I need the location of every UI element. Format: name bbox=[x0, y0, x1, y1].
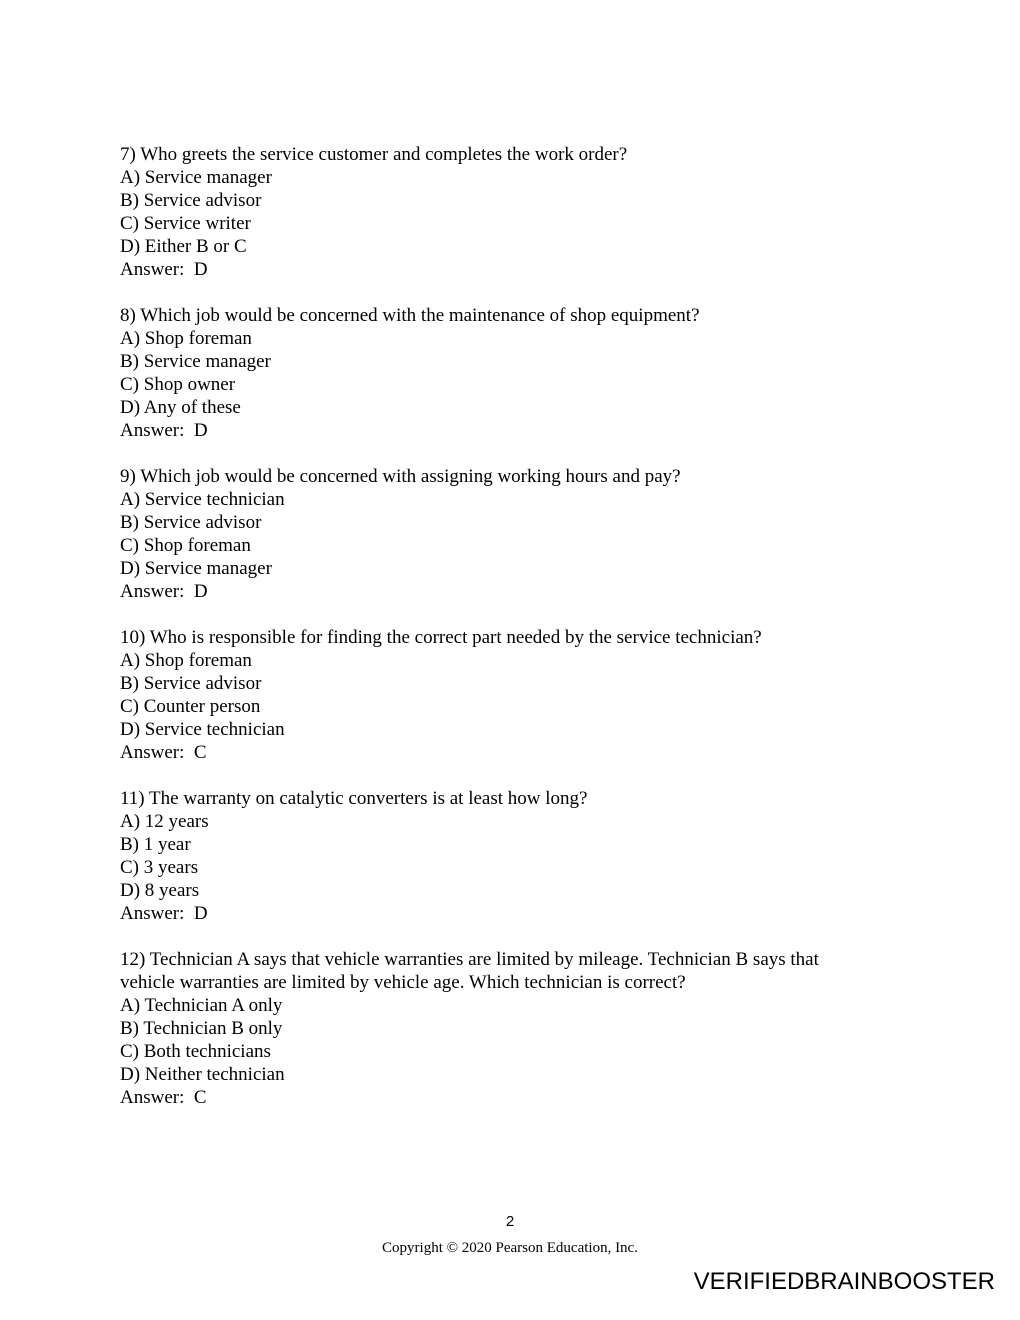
option-c: C) Counter person bbox=[120, 696, 261, 717]
answer: Answer: C bbox=[120, 1087, 207, 1108]
option-d: D) Neither technician bbox=[120, 1064, 285, 1085]
answer: Answer: D bbox=[120, 259, 208, 280]
question-text: 10) Who is responsible for finding the correct part needed by the service technician? bbox=[120, 627, 762, 648]
option-d: D) Service manager bbox=[120, 558, 272, 579]
question-8 bbox=[120, 304, 880, 442]
question-12 bbox=[120, 948, 880, 1109]
answer: Answer: D bbox=[120, 581, 208, 602]
option-d: D) Service technician bbox=[120, 719, 285, 740]
option-a: A) Service technician bbox=[120, 489, 285, 510]
option-d: D) Either B or C bbox=[120, 236, 247, 257]
answer: Answer: D bbox=[120, 903, 208, 924]
option-b: B) Service manager bbox=[120, 351, 271, 372]
option-a: A) Technician A only bbox=[120, 995, 283, 1016]
option-b: B) Service advisor bbox=[120, 673, 262, 694]
option-b: B) Service advisor bbox=[120, 190, 262, 211]
option-c: C) Shop owner bbox=[120, 374, 236, 395]
question-11 bbox=[120, 787, 880, 925]
question-10 bbox=[120, 626, 880, 764]
option-c: C) 3 years bbox=[120, 857, 199, 878]
question-text: 7) Who greets the service customer and completes the work order? bbox=[120, 144, 628, 165]
option-a: A) Shop foreman bbox=[120, 328, 252, 349]
option-a: A) Service manager bbox=[120, 167, 272, 188]
watermark: VERIFIEDBRAINBOOSTER bbox=[693, 1268, 995, 1295]
question-text: 12) Technician A says that vehicle warranties are limited by mileage. Technician B says that bbox=[120, 949, 819, 970]
option-a: A) 12 years bbox=[120, 811, 209, 832]
option-c: C) Service writer bbox=[120, 213, 251, 234]
option-b: B) 1 year bbox=[120, 834, 191, 855]
question-7 bbox=[120, 143, 880, 281]
option-d: D) Any of these bbox=[120, 397, 241, 418]
option-d: D) 8 years bbox=[120, 880, 200, 901]
option-b: B) Technician B only bbox=[120, 1018, 283, 1039]
option-c: C) Shop foreman bbox=[120, 535, 251, 556]
question-text: 9) Which job would be concerned with assigning working hours and pay? bbox=[120, 466, 681, 487]
answer: Answer: C bbox=[120, 742, 207, 763]
option-b: B) Service advisor bbox=[120, 512, 262, 533]
question-text: 8) Which job would be concerned with the maintenance of shop equipment? bbox=[120, 305, 700, 326]
question-text: 11) The warranty on catalytic converters is at least how long? bbox=[120, 788, 588, 809]
option-c: C) Both technicians bbox=[120, 1041, 271, 1062]
page-number: 2 bbox=[505, 1213, 515, 1230]
option-a: A) Shop foreman bbox=[120, 650, 252, 671]
question-9 bbox=[120, 465, 880, 603]
question-list bbox=[120, 143, 880, 1132]
answer: Answer: D bbox=[120, 420, 208, 441]
copyright-notice: Copyright © 2020 Pearson Education, Inc. bbox=[382, 1240, 638, 1256]
question-text-continued: vehicle warranties are limited by vehicle age. Which technician is correct? bbox=[120, 972, 686, 993]
